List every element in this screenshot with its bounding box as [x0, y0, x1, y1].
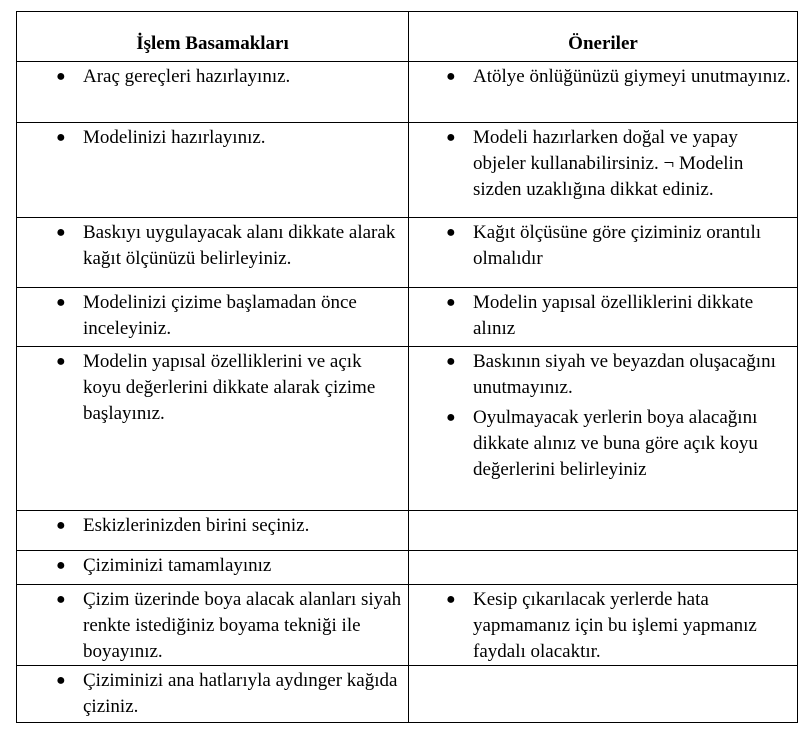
tips-cell	[409, 347, 798, 511]
step-cell	[17, 666, 409, 723]
tip-text: Oyulmayacak yerlerin boya alacağını dikkate alınız ve buna göre açık koyu değerlerini belirleyiniz	[473, 407, 758, 480]
step-cell	[17, 347, 409, 511]
step-text: Modelinizi hazırlayınız.	[83, 127, 266, 148]
header-steps: İşlem Basamakları	[17, 12, 409, 62]
tips-cell	[409, 585, 798, 666]
list-item	[446, 349, 793, 401]
bullet-icon: ●	[56, 353, 66, 370]
tip-text: Modeli hazırlarken doğal ve yapay objeler kullanabilirsiniz. ¬ Modelin sizden uzaklığına dikkat ediniz.	[473, 127, 744, 200]
bullet-icon: ●	[56, 557, 66, 574]
bullet-icon: ●	[446, 591, 456, 608]
step-cell	[17, 218, 409, 288]
bullet-icon: ●	[446, 353, 456, 370]
tips-cell	[409, 123, 798, 218]
header-tips: Öneriler	[409, 12, 798, 62]
table-row	[17, 511, 798, 551]
tip-text: Baskının siyah ve beyazdan oluşacağını unutmayınız.	[473, 351, 776, 398]
list-item	[446, 405, 793, 483]
tips-cell	[409, 551, 798, 585]
tip-text: Atölye önlüğünüzü giymeyi unutmayınız.	[473, 66, 791, 87]
step-cell	[17, 585, 409, 666]
tip-text: Kağıt ölçüsüne göre çiziminiz orantılı olmalıdır	[473, 222, 762, 269]
step-cell	[17, 511, 409, 551]
list-item	[56, 553, 404, 579]
bullet-icon: ●	[446, 294, 456, 311]
tip-text: Kesip çıkarılacak yerlerde hata yapmamanız için bu işlemi yapmanız faydalı olacaktır.	[473, 589, 757, 662]
list-item	[446, 587, 793, 665]
step-text: Araç gereçleri hazırlayınız.	[83, 66, 291, 87]
step-text: Modelinizi çizime başlamadan önce inceleyiniz.	[83, 292, 357, 339]
table-row	[17, 288, 798, 347]
list-item	[446, 290, 793, 342]
list-item	[56, 64, 404, 90]
table-row	[17, 218, 798, 288]
bullet-icon: ●	[56, 129, 66, 146]
table-row	[17, 585, 798, 666]
list-item	[446, 64, 793, 90]
tips-cell	[409, 666, 798, 723]
step-text: Çizim üzerinde boya alacak alanları siyah renkte istediğiniz boyama tekniği ile boyayınız.	[83, 589, 402, 662]
step-cell	[17, 551, 409, 585]
table-row	[17, 666, 798, 723]
list-item	[56, 290, 404, 342]
step-text: Modelin yapısal özelliklerini ve açık koyu değerlerini dikkate alarak çizime başlayınız.	[83, 351, 376, 424]
table-row	[17, 62, 798, 123]
list-item	[446, 125, 793, 203]
step-text: Çiziminizi tamamlayınız	[83, 555, 272, 576]
list-item	[56, 349, 404, 427]
tips-cell	[409, 511, 798, 551]
tips-cell	[409, 288, 798, 347]
list-item	[56, 220, 404, 272]
tip-text: Modelin yapısal özelliklerini dikkate alınız	[473, 292, 754, 339]
bullet-icon: ●	[56, 224, 66, 241]
step-cell	[17, 288, 409, 347]
table-row	[17, 123, 798, 218]
tips-cell	[409, 62, 798, 123]
list-item	[56, 513, 404, 539]
step-cell	[17, 62, 409, 123]
list-item	[446, 220, 793, 272]
list-item	[56, 668, 404, 720]
bullet-icon: ●	[446, 224, 456, 241]
step-text: Çiziminizi ana hatlarıyla aydınger kağıda çiziniz.	[83, 670, 398, 717]
bullet-icon: ●	[56, 294, 66, 311]
bullet-icon: ●	[56, 672, 66, 689]
bullet-icon: ●	[56, 517, 66, 534]
bullet-icon: ●	[56, 68, 66, 85]
table-row	[17, 347, 798, 511]
bullet-icon: ●	[56, 591, 66, 608]
list-item	[56, 587, 404, 665]
step-text: Baskıyı uygulayacak alanı dikkate alarak kağıt ölçünüzü belirleyiniz.	[83, 222, 396, 269]
step-text: Eskizlerinizden birini seçiniz.	[83, 515, 310, 536]
list-item	[56, 125, 404, 151]
table-row	[17, 551, 798, 585]
step-cell	[17, 123, 409, 218]
bullet-icon: ●	[446, 129, 456, 146]
bullet-icon: ●	[446, 68, 456, 85]
tips-cell	[409, 218, 798, 288]
steps-table	[16, 11, 798, 723]
bullet-icon: ●	[446, 409, 456, 426]
